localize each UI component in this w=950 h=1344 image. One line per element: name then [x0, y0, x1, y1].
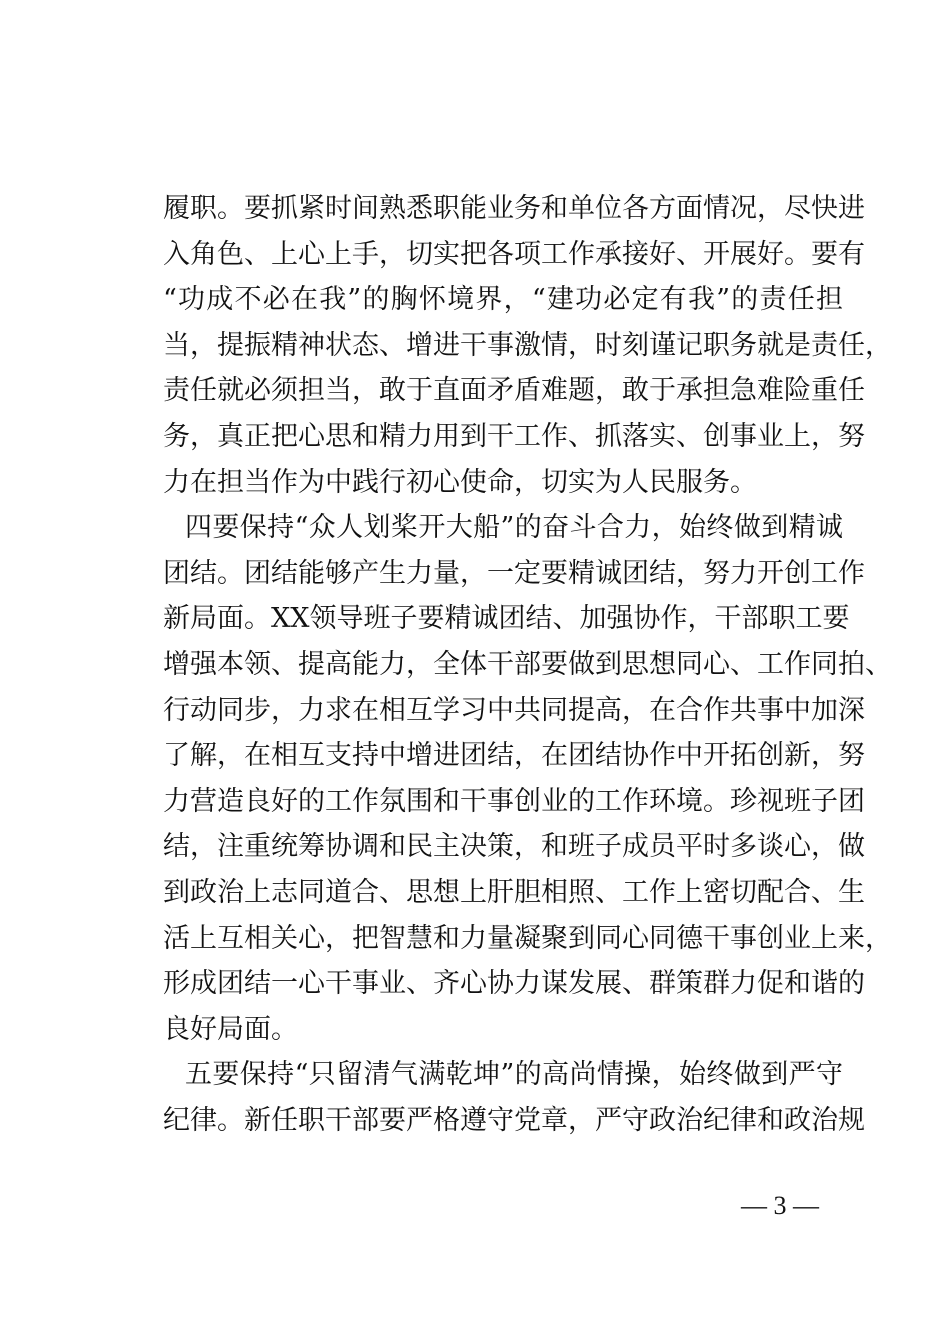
text-line: 力营造良好的工作氛围和干事创业的工作环境。珍视班子团: [163, 785, 865, 817]
text-line: 了解，在相互支持中增进团结，在团结协作中开拓创新，努: [163, 740, 865, 772]
text-line: 良好局面。: [163, 1013, 298, 1045]
text-line: 务，真正把心思和精力用到干工作、抓落实、创事业上，努: [163, 420, 865, 452]
text-line: 履职。要抓紧时间熟悉职能业务和单位各方面情况，尽快进: [163, 193, 865, 224]
paragraph-start-line: 四要保持“众人划桨开大船”的奋斗合力，始终做到精诚: [185, 512, 843, 544]
text-line: 结，注重统筹协调和民主决策，和班子成员平时多谈心，做: [163, 831, 865, 863]
page-number: — 3 —: [741, 1191, 819, 1220]
text-line: 团结。团结能够产生力量，一定要精诚团结，努力开创工作: [163, 557, 865, 589]
text-line: 入角色、上心上手，切实把各项工作承接好、开展好。要有: [163, 238, 865, 270]
text-line: 力在担当作为中践行初心使命，切实为人民服务。: [163, 466, 757, 498]
body-text: [163, 186, 892, 1143]
text-line: 当，提振精神状态、增进干事激情，时刻谨记职务就是责任，: [163, 329, 892, 361]
paragraph-start-line: 五要保持“只留清气满乾坤”的高尚情操，始终做到严守: [185, 1059, 843, 1091]
text-line: “功成不必在我”的胸怀境界，“建功必定有我”的责任担: [163, 284, 843, 316]
text-line: 行动同步，力求在相互学习中共同提高，在合作共事中加深: [163, 694, 865, 726]
text-line: 纪律。新任职干部要严格遵守党章，严守政治纪律和政治规: [163, 1104, 865, 1136]
text-line: 增强本领、提高能力，全体干部要做到思想同心、工作同拍、: [163, 648, 892, 680]
text-line: 活上互相关心，把智慧和力量凝聚到同心同德干事创业上来，: [163, 922, 892, 954]
text-line: 新局面。XX领导班子要精诚团结、加强协作，干部职工要: [163, 603, 850, 635]
text-line: 到政治上志同道合、思想上肝胆相照、工作上密切配合、生: [163, 876, 865, 908]
text-line: 形成团结一心干事业、齐心协力谋发展、群策群力促和谐的: [163, 968, 865, 1000]
text-line: 责任就必须担当，敢于直面矛盾难题，敢于承担急难险重任: [163, 375, 865, 407]
